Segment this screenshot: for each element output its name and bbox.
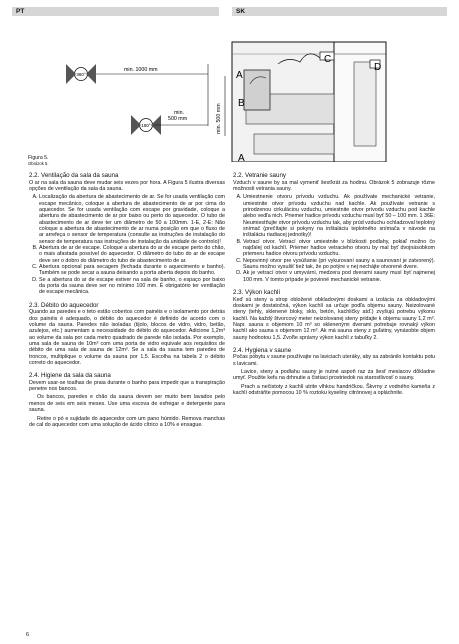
section-title-hygiene-sk: 2.4. Hygiena v saune	[233, 346, 292, 354]
language-header-pt: PT	[12, 7, 219, 16]
letter-a-bottom: A	[238, 153, 245, 162]
paragraph: Keď sú steny a strop obložené obkladovými doskami a izolácia za obkladovými doskami je dostatočná, výkon kachlí sa určuje podľa objemu sauny. Neizolované steny (tehly, sklenené bloky, sklo, betón, kachličky atď.) zvyšujú potrebu výkonu kachlí. Na každý štvorcový meter neizolovanej steny pridajte k objemu sauny 1,2 m³. Napr. sauna s objemom 10 m³ so sklenenými dverami potrebuje rovnaký výkon kachlí ako sauna s objemom 12 m³. Ak má sauna steny z guľatiny, vynásobte objem sauny hodnotou 1,5. Zvoľte správny výkon kachlí z tabuľky 2.	[233, 296, 435, 341]
ventilation-list-sk	[233, 194, 435, 283]
list-item: A. Umiestnenie otvoru prívodu vzduchu. Ak používate mechanické vetranie, umiestnite otvor prívodu vzduchu nad kachle. Ak používate vetranie s prirodzenou cirkuláciou vzduchu, umiestnite otvor prívodu vzduchu pod kachle alebo vedľa nich. Priemer hadice prívodu vzduchu musí byť 50 – 100 mm. 1 36E: Neumiestňujte otvor prívodu vzduchu tak, aby prúd vzduchu ochladzoval teplotný snímač (prečítajte si pokyny na inštaláciu teplotného snímača v návode na inštaláciu riadiacej jednotky)!	[243, 194, 435, 238]
figure-caption	[28, 155, 48, 167]
dim-vertical-label: min. 500 mm	[216, 103, 222, 134]
ventilation-list-pt	[29, 194, 225, 296]
dim-mid-label-2: 500 mm	[168, 116, 188, 122]
sauna-room-drawing	[232, 42, 386, 162]
letter-a-top: A	[236, 70, 243, 81]
paragraph: Vzduch v saune by sa mal vymeniť šesťkrát za hodinu. Obrázok 5 zobrazuje rôzne možnosti vetrania sauny.	[233, 179, 435, 192]
list-item: A. Localização da abertura de abastecimento de ar. Se for usada ventilação com escape mecânico, coloque a abertura de abastecimento de ar por cima do aquecedor. Se for usada ventilação com escape por gravidade, coloque a abertura de abastecimento de ar por baixo ou perto do aquecedor. O tubo de abastecimento de ar deve ter um diâmetro de 50 a 100mm. 1-E, 2-E: Não coloque a abertura de abastecimento de ar numa posição em que o fluxo de ar arrefeça o sensor de temperatura (consulte as instruções de instalação do sensor de temperatura nas instruções de instalação da unidade de controlo)!	[39, 194, 225, 245]
list-item: B. Vetrací otvor. Vetrací otvor umiestnite v blízkosti podlahy, pokiaľ možno čo najďalej od kachlí. Priemer hadice vetracieho otvoru by mal byť dvojnásobkom priemeru hadice otvoru prívodu vzduchu.	[243, 239, 435, 258]
paragraph: Počas pobytu v saune používajte na laviciach uteráky, aby sa zabránilo kontaktu potu s lavicami.	[233, 354, 435, 367]
list-item: B. Abertura de ar de escape. Coloque a abertura do ar de escape perto do chão, o mais afastada possível do aquecedor. O diâmetro do tubo do ar de escape deve ser o dobro do diâmetro do tubo de abastecimento de ar.	[39, 245, 225, 264]
column-pt	[29, 172, 225, 430]
list-item: C. Abertura opcional para secagem (fechada durante o aquecimento e banho). Também se pode secar a sauna deixando a porta aberta depois do banho.	[39, 264, 225, 277]
language-header-sk: SK	[232, 7, 447, 16]
dim-mid-label-1: min.	[174, 110, 185, 116]
ventilation-diagram	[28, 34, 428, 162]
fan-bottom-angle: 180°	[141, 123, 151, 128]
list-item: D. Se a abertura do ar de escape estiver na sala de banho, o espaço por baixo da porta da sauna deve ser no mínimo 100 mm. É obrigatório ter ventilação de escape mecânica.	[39, 277, 225, 296]
page-number: 6	[26, 632, 29, 638]
dim-top-label: min. 1000 mm	[124, 67, 158, 73]
column-sk	[233, 172, 435, 398]
paragraph: Lavice, steny a podlahu sauny je nutné aspoň raz za šesť mesiacov dôkladne umyť. Použite kefu na drhnutie a čistiaci prostriedok na starostlivosť o sauny.	[233, 369, 435, 382]
paragraph: Devem usar-se toalhas de praia durante o banho para impedir que a transpiração penetre nos bancos.	[29, 379, 225, 393]
section-title-ventilation-pt: 2.2. Ventilação da sala da sauna	[29, 172, 119, 179]
letter-d: D	[374, 62, 382, 73]
paragraph: Retire o pó e sujidade do aquecedor com um pano húmido. Remova manchas de cal do aquecedor com uma solução de ácido cítrico a 10% e enxague.	[29, 415, 225, 428]
letter-c: C	[324, 54, 332, 65]
paragraph: Quando as paredes e o teto estão cobertos com painéis e o isolamento por detrás dos painéis é adequado, o débito do aquecedor é definido de acordo com o volume da sauna. Paredes não isoladas (tijolo, blocos de vidro, vidro, betão, azulejos, etc.) aumentam a necessidade do débito do aquecedor. Adicione 1,2m³ ao volume da sala por cada metro quadrado de parede não isolada. Por exemplo, uma sala de sauna de 10m³ com uma porta de vidro equivale aos requisitos de débito de uma sala de sauna de 12m³. Se a sala da sauna tem paredes de troncos, multiplique o volume da sauna por 1,5. Escolha na tabela 2 o débito correto do aquecedor.	[29, 309, 225, 366]
list-item: D. Ak je vetrací otvor v umyvárni, medzera pod dverami sauny musí byť najmenej 100 mm. V tomto prípade je povinné mechanické vetranie.	[243, 270, 435, 283]
fan-top-icon	[66, 64, 96, 84]
caption-sk: Obrázok 5.	[28, 161, 49, 166]
fan-top-angle: 360°	[76, 72, 86, 77]
paragraph: Prach a nečistoty z kachlí utrite vlhkou handričkou. Škvrny z vodného kameňa z kachlí odstráňte pomocou 10 % roztoku kyseliny citrónovej a opláchnite.	[233, 383, 435, 397]
section-title-output-pt: 2.3. Débito do aquecedor	[29, 301, 99, 309]
list-item: C. Nepovinný otvor pre vysúšanie (pri vykurovaní sauny a saunovaní je zatvorený). Saunu možno vysušiť tiež tak, že po potýre v nej nechájte otvorené dvere.	[243, 258, 435, 271]
caption-pt: Figura 5.	[28, 155, 49, 161]
section-title-ventilation-sk: 2.2. Vetranie sauny	[233, 172, 286, 179]
letter-b: B	[238, 98, 245, 109]
paragraph: O ar na sala da sauna deve mudar seis vezes por hora. A Figura 5 ilustra diversas opções de ventilação da sala da sauna.	[29, 179, 225, 192]
section-title-output-sk: 2.3. Výkon kachlí	[233, 289, 281, 296]
ventilation-figure	[28, 34, 428, 162]
section-title-hygiene-pt: 2.4. Higiene da sala da sauna	[29, 372, 111, 380]
paragraph: Os bancos, paredes e chão da sauna devem ser muito bem lavados pelo menos de seis em seis meses. Use uma escova de esfregar e detergente para sauna.	[29, 394, 225, 414]
